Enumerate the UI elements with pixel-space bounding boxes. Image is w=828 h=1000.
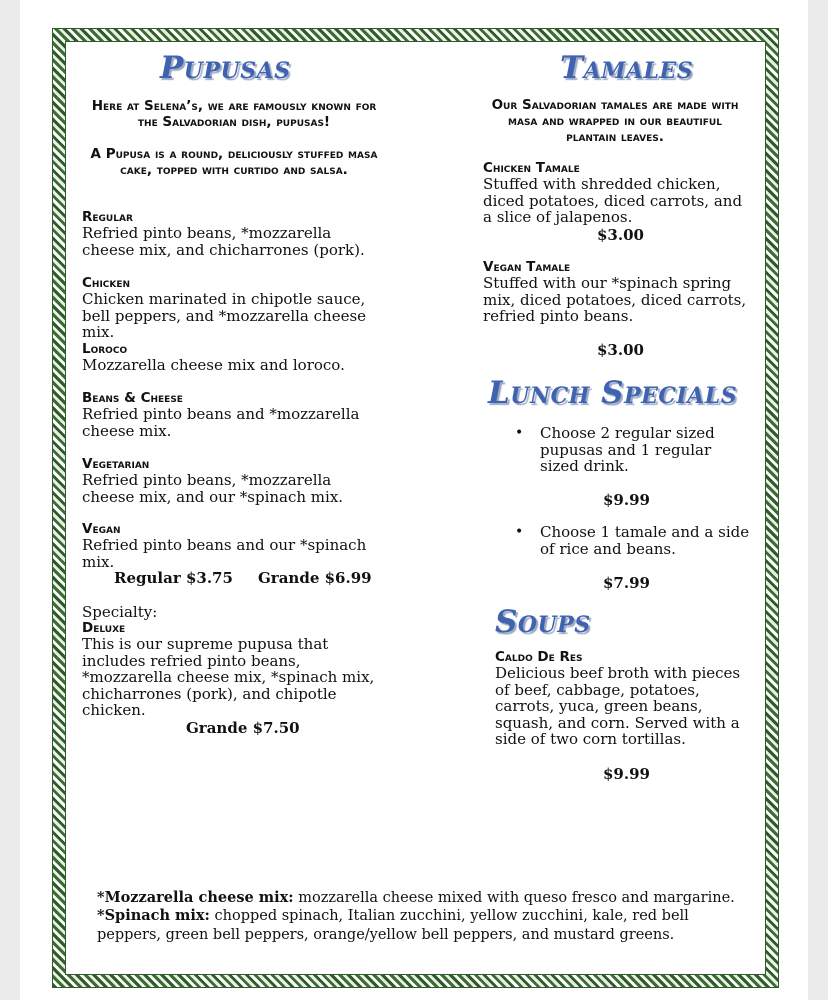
- pupusa-deluxe: [82, 620, 387, 719]
- footnote-mozzarella: [97, 889, 737, 908]
- pupusa-vegan: [82, 521, 392, 570]
- item-name: Chicken Tamale: [483, 160, 580, 176]
- footnote-label: *Mozzarella cheese mix:: [97, 889, 294, 906]
- lunch-special-1: [515, 424, 745, 475]
- item-name: Vegan Tamale: [483, 259, 571, 275]
- item-desc: Refried pinto beans, *mozzarella cheese mix, and chicharrones (pork).: [82, 224, 365, 259]
- tamales-intro: Our Salvadorian tamales are made with masa and wrapped in our beautiful plantain leaves.: [491, 97, 739, 145]
- item-name: Loroco: [82, 341, 128, 357]
- pupusas-intro-2: A Pupusa is a round, deliciously stuffed masa cake, topped with curtido and salsa.: [90, 146, 378, 178]
- price-lunch-2: $7.99: [603, 574, 650, 592]
- item-name: Deluxe: [82, 620, 126, 636]
- soups-title: Soups: [495, 604, 591, 640]
- tamales-title: Tamales: [560, 50, 694, 86]
- item-desc: Refried pinto beans, *mozzarella cheese mix, and our *spinach mix.: [82, 471, 344, 506]
- bullet-icon: •: [515, 425, 524, 441]
- lunch-special-text: Choose 2 regular sized pupusas and 1 regular sized drink.: [540, 424, 715, 475]
- item-name: Beans & Cheese: [82, 390, 183, 406]
- pupusa-chicken: [82, 275, 382, 341]
- pupusa-beans-cheese: [82, 390, 390, 439]
- item-desc: Stuffed with our *spinach spring mix, diced potatoes, diced carrots, refried pinto beans.: [483, 274, 747, 325]
- footnote-text: chopped spinach, Italian zucchini, yellow zucchini, kale, red bell peppers, green bell peppers, orange/yellow bell peppers, and mustard greens.: [97, 908, 689, 943]
- item-desc: Refried pinto beans and *mozzarella cheese mix.: [82, 405, 360, 440]
- tamale-chicken: [483, 160, 748, 226]
- price-soup: $9.99: [603, 765, 650, 783]
- bullet-icon: •: [515, 524, 524, 540]
- footnote-label: *Spinach mix:: [97, 907, 210, 924]
- footnote-text: mozzarella cheese mixed with queso fresco and margarine.: [293, 890, 735, 906]
- lunch-special-text: Choose 1 tamale and a side of rice and beans.: [540, 523, 750, 558]
- item-desc: This is our supreme pupusa that includes refried pinto beans, *mozzarella cheese mix, *spinach mix, chicharrones (pork), and chipotle chicken.: [82, 635, 375, 719]
- item-desc: Stuffed with shredded chicken, diced potatoes, diced carrots, and a slice of jalapenos.: [483, 175, 743, 226]
- lunch-special-2: [515, 523, 750, 558]
- price-lunch-1: $9.99: [603, 491, 650, 509]
- lunch-specials-title: Lunch Specials: [488, 375, 738, 411]
- item-name: Vegan: [82, 521, 121, 537]
- item-name: Chicken: [82, 275, 131, 291]
- item-desc: Chicken marinated in chipotle sauce, bell peppers, and *mozzarella cheese mix.: [82, 290, 367, 341]
- pupusa-regular: [82, 209, 387, 258]
- footnote-spinach: [97, 907, 737, 944]
- price-deluxe: Grande $7.50: [186, 719, 300, 737]
- price-chicken-tamale: $3.00: [597, 226, 644, 244]
- item-desc: Mozzarella cheese mix and loroco.: [82, 356, 345, 374]
- item-name: Caldo De Res: [495, 649, 583, 665]
- price-grande: Grande $6.99: [258, 569, 372, 587]
- item-desc: Refried pinto beans and our *spinach mix.: [82, 536, 367, 571]
- pupusas-title: Pupusas: [160, 50, 291, 86]
- item-name: Vegetarian: [82, 456, 150, 472]
- specialty-label: Specialty:: [82, 603, 158, 621]
- price-vegan-tamale: $3.00: [597, 341, 644, 359]
- price-regular: Regular $3.75: [114, 569, 233, 587]
- item-desc: Delicious beef broth with pieces of beef, cabbage, potatoes, carrots, yuca, green beans, squash, and corn. Served with a side of two corn tortillas.: [495, 664, 741, 748]
- pupusas-intro-1: Here at Selena’s, we are famously known for the Salvadorian dish, pupusas!: [91, 98, 377, 130]
- soup-caldo-de-res: [495, 649, 751, 748]
- pupusa-loroco: [82, 341, 387, 374]
- pupusa-vegetarian: [82, 456, 382, 505]
- tamale-vegan: [483, 259, 748, 325]
- item-name: Regular: [82, 209, 133, 225]
